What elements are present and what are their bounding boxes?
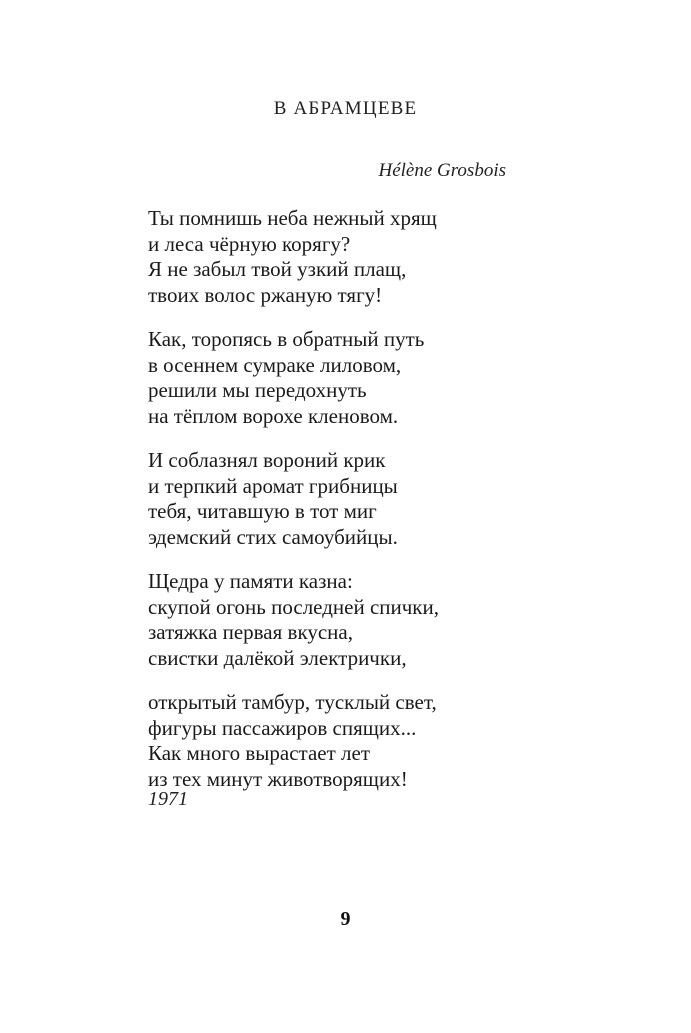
poem-line: Щедра у памяти казна: [148, 569, 353, 593]
poem-line: из тех минут животворящих! [148, 766, 408, 791]
poem-line: эдемский стих самоубийцы. [148, 524, 398, 549]
stanza-1 [148, 206, 568, 308]
stanza-4 [148, 569, 568, 671]
poem-body [148, 206, 568, 811]
dedication: Hélène Grosbois [378, 160, 506, 181]
poem-line: открытый тамбур, тусклый свет, [148, 690, 437, 714]
poem-line: скупой огонь последней спички, [148, 594, 439, 619]
poem-title: В АБРАМЦЕВЕ [273, 98, 418, 119]
poem-line: Как много вырастает лет [148, 741, 371, 765]
poem-line: и терпкий аромат грибницы [148, 473, 398, 498]
poem-line: и леса чёрную корягу? [148, 231, 351, 256]
poem-line: Ты помнишь неба нежный хрящ [148, 206, 437, 230]
poem-year: 1971 [148, 788, 188, 810]
poem-line: в осеннем сумраке лиловом, [148, 352, 402, 377]
poem-line: фигуры пассажиров спящих... [148, 715, 417, 740]
poem-line: затяжка первая вкусна, [148, 620, 353, 644]
poem-line: И соблазнял вороний крик [148, 448, 386, 472]
poem-line: решили мы передохнуть [148, 378, 367, 402]
poem-line: свистки далёкой электрички, [148, 645, 407, 670]
poem-line: на тёплом ворохе кленовом. [148, 403, 399, 428]
poem-line: тебя, читавшую в тот миг [148, 499, 377, 523]
stanza-5 [148, 690, 568, 792]
stanza-2 [148, 327, 568, 429]
poem-line: твоих волос ржаную тягу! [148, 282, 383, 307]
poem-line: Я не забыл твой узкий плащ, [148, 257, 407, 281]
poem-line: Как, торопясь в обратный путь [148, 327, 425, 351]
page-number: 9 [340, 908, 351, 930]
stanza-3 [148, 448, 568, 550]
